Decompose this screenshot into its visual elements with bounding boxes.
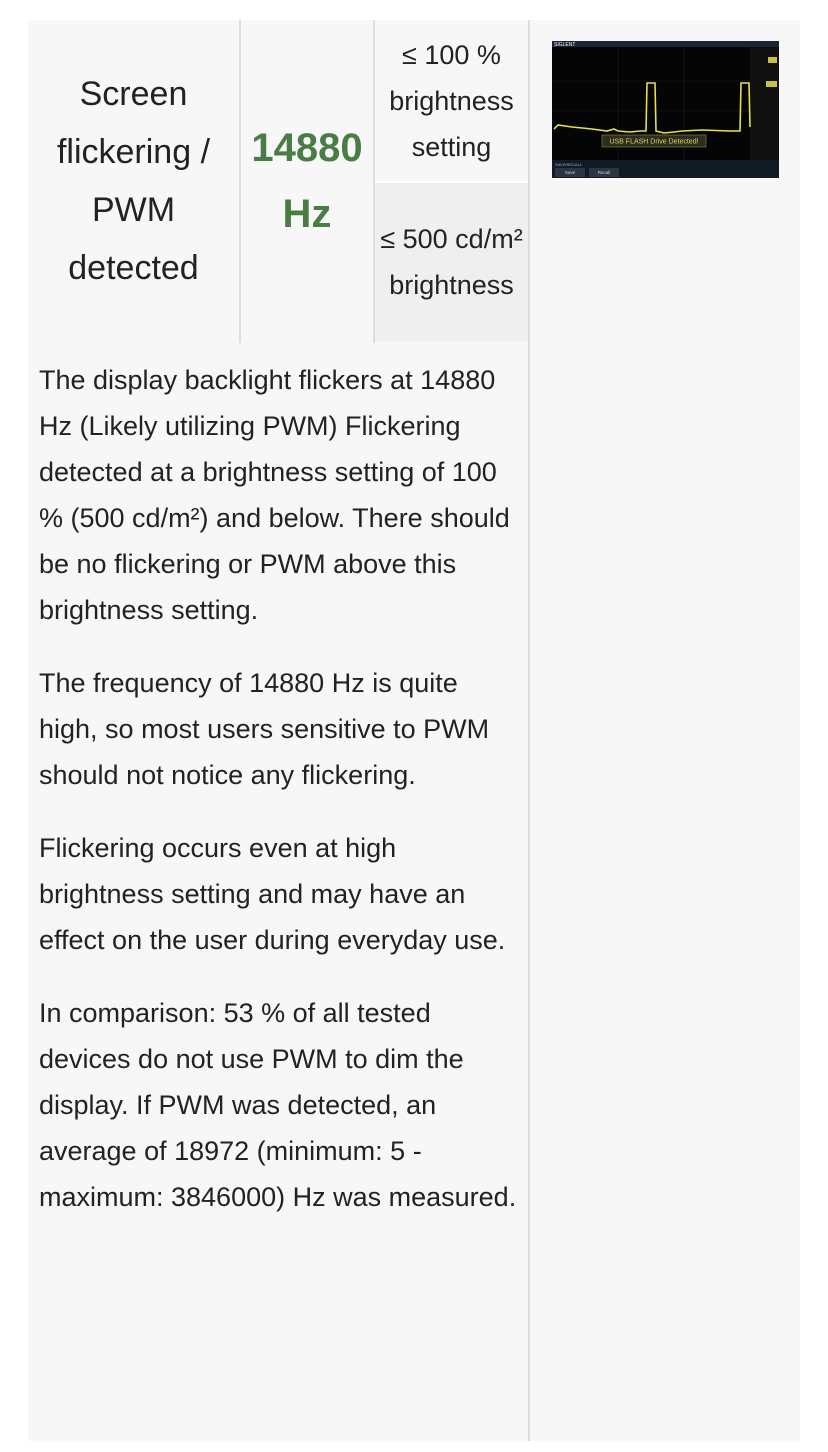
scope-recall-label: Recall [597, 170, 611, 175]
scope-save-label: Save [564, 170, 576, 175]
oscilloscope-image[interactable] [552, 41, 779, 178]
scope-top-bar [552, 41, 779, 47]
scope-background [552, 41, 779, 178]
description-paragraph: In comparison: 53 % of all tested devices do not use PWM to dim the display. If PWM was detected, an average of 18972 (minimum: 5 - maximum: 3846000) Hz was measured. [39, 998, 517, 1212]
scope-footer-bar [552, 160, 779, 178]
scope-banner: USB FLASH Drive Detected! [609, 138, 699, 146]
description-paragraph: The display backlight flickers at 14880 Hz (Likely utilizing PWM) Flickering detected at a brightness setting of 100 % (500 cd/m²) and below. There should be no flickering or PWM above this brightness setting. [39, 365, 510, 625]
brightness-luminance: ≤ 500 cd/m² brightness [375, 183, 528, 341]
pwm-description [39, 357, 519, 1247]
brightness-setting: ≤ 100 % brightness setting [389, 39, 514, 162]
scope-side-panel [750, 47, 779, 160]
pwm-frequency: 14880 Hz [251, 125, 363, 236]
scope-side-button [766, 81, 777, 87]
scope-footer-label: SAVE/RECALL [555, 162, 583, 167]
scope-side-button [768, 57, 777, 63]
column-divider [528, 20, 530, 1441]
pwm-label: Screen flickering / PWM detected [56, 74, 211, 287]
scope-brand: SIGLENT [554, 42, 576, 48]
description-paragraph: Flickering occurs even at high brightness setting and may have an effect on the user during everyday use. [39, 833, 506, 955]
description-paragraph: The frequency of 14880 Hz is quite high, so most users sensitive to PWM should not notice any flickering. [39, 668, 490, 790]
